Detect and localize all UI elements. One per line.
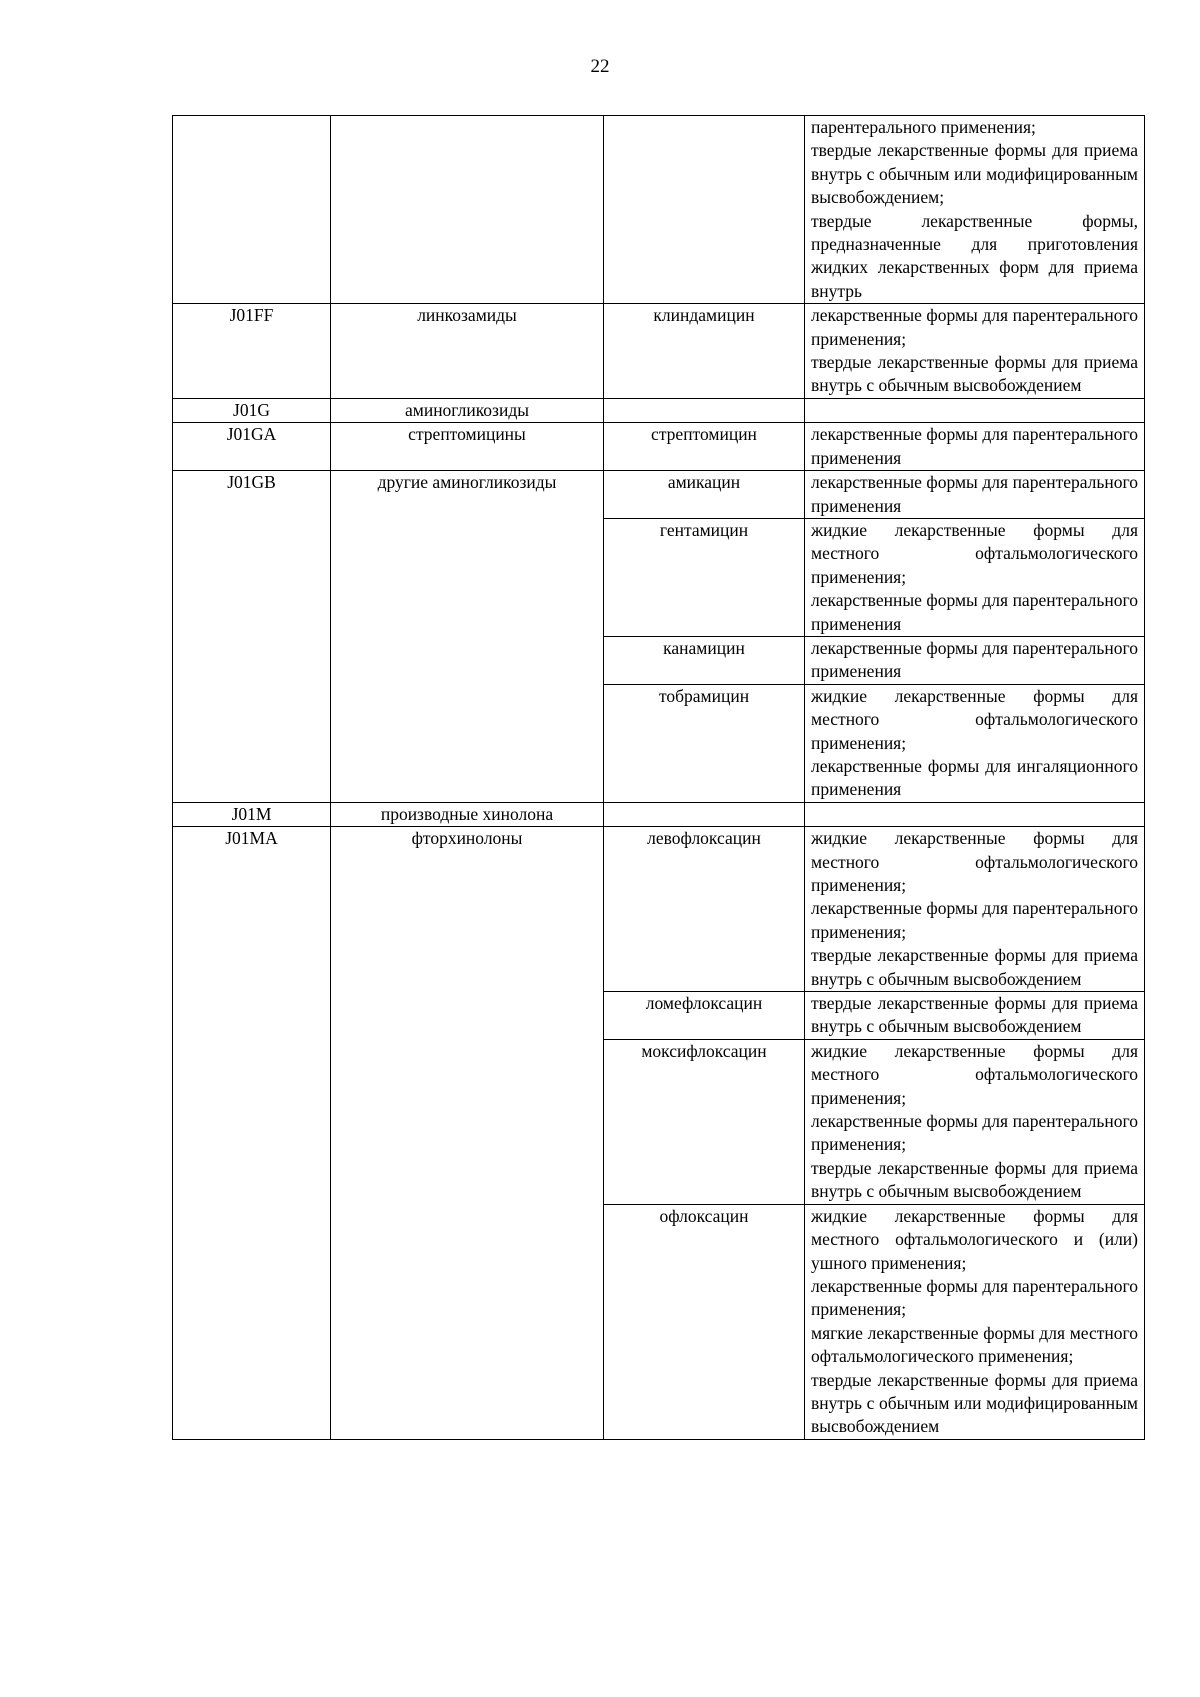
drug-name-cell xyxy=(604,802,805,826)
dosage-form-text: лекарственные формы для парентерального применения xyxy=(811,472,1138,516)
drug-name-cell: левофлоксацин xyxy=(604,827,805,992)
dosage-form-text: лекарственные формы для парентерального применения; xyxy=(811,1111,1138,1155)
drug-group-cell: линкозамиды xyxy=(331,304,604,399)
dosage-form-text: жидкие лекарственные формы для местного офтальмологического и (или) ушного применения; xyxy=(811,1205,1138,1273)
drug-name-cell: офлоксацин xyxy=(604,1204,805,1439)
dosage-form-text: лекарственные формы для парентерального применения; xyxy=(811,898,1138,942)
dosage-form-text: лекарственные формы для парентерального применения xyxy=(811,637,1138,682)
table-row xyxy=(173,304,1145,399)
drug-group-cell xyxy=(331,116,604,304)
dosage-forms-cell xyxy=(805,423,1145,471)
drug-group-cell: стрептомицины xyxy=(331,423,604,471)
dosage-form-text: жидкие лекарственные формы для местного офтальмологического применения; xyxy=(811,685,1138,753)
dosage-forms-cell xyxy=(805,802,1145,826)
dosage-form-text: жидкие лекарственные формы для местного офтальмологического применения; xyxy=(811,1040,1138,1108)
drug-group-cell: фторхинолоны xyxy=(331,827,604,1440)
drug-group-cell: аминогликозиды xyxy=(331,398,604,422)
dosage-form-text: лекарственные формы для парентерального применения; xyxy=(811,305,1138,349)
dosage-forms-cell xyxy=(805,518,1145,636)
dosage-form-text: жидкие лекарственные формы для местного офтальмологического применения; xyxy=(811,828,1138,895)
atc-code-cell: J01GB xyxy=(173,471,331,803)
dosage-form-text: жидкие лекарственные формы для местного офтальмологического применения; xyxy=(811,519,1138,587)
drug-name-cell: стрептомицин xyxy=(604,423,805,471)
dosage-form-text: лекарственные формы для парентерального применения xyxy=(811,590,1138,634)
dosage-form-text: твердые лекарственные формы для приема внутрь с обычным или модифицированным высвобождением xyxy=(811,1369,1138,1437)
dosage-form-text: лекарственные формы для парентерального применения; xyxy=(811,1275,1138,1320)
drug-name-cell: тобрамицин xyxy=(604,684,805,802)
dosage-forms-cell xyxy=(805,116,1145,304)
table-row xyxy=(173,398,1145,422)
table-row xyxy=(173,471,1145,519)
drug-name-cell: гентамицин xyxy=(604,518,805,636)
dosage-form-text: твердые лекарственные формы для приема внутрь с обычным высвобождением xyxy=(811,1157,1138,1202)
dosage-form-text: лекарственные формы для парентерального применения xyxy=(811,424,1138,468)
atc-code-cell: J01MA xyxy=(173,827,331,1440)
dosage-form-text: твердые лекарственные формы для приема внутрь с обычным высвобождением xyxy=(811,352,1138,396)
drug-name-cell: канамицин xyxy=(604,636,805,684)
dosage-form-text: твердые лекарственные формы, предназначенные для приготовления жидких лекарственных форм для приема внутрь xyxy=(811,210,1138,301)
dosage-forms-cell xyxy=(805,1039,1145,1204)
drug-name-cell: моксифлоксацин xyxy=(604,1039,805,1204)
atc-code-cell xyxy=(173,116,331,304)
drug-name-cell xyxy=(604,116,805,304)
dosage-forms-cell xyxy=(805,398,1145,422)
dosage-form-text: твердые лекарственные формы для приема внутрь с обычным высвобождением xyxy=(811,945,1138,989)
atc-code-cell: J01M xyxy=(173,802,331,826)
dosage-forms-cell xyxy=(805,992,1145,1040)
atc-code-cell: J01G xyxy=(173,398,331,422)
dosage-forms-cell xyxy=(805,1204,1145,1439)
dosage-form-text: мягкие лекарственные формы для местного офтальмологического применения; xyxy=(811,1322,1138,1367)
table-row xyxy=(173,827,1145,992)
table-row xyxy=(173,423,1145,471)
drug-group-cell: другие аминогликозиды xyxy=(331,471,604,803)
drug-group-cell: производные хинолона xyxy=(331,802,604,826)
dosage-forms-cell xyxy=(805,827,1145,992)
table-row xyxy=(173,116,1145,304)
drug-name-cell: амикацин xyxy=(604,471,805,519)
dosage-forms-cell xyxy=(805,636,1145,684)
drug-classification-table xyxy=(172,115,1145,1440)
drug-name-cell: клиндамицин xyxy=(604,304,805,399)
drug-name-cell xyxy=(604,398,805,422)
drug-name-cell: ломефлоксацин xyxy=(604,992,805,1040)
dosage-forms-cell xyxy=(805,471,1145,519)
dosage-form-text: твердые лекарственные формы для приема внутрь с обычным высвобождением xyxy=(811,993,1138,1037)
page-number: 22 xyxy=(590,56,610,77)
table-row xyxy=(173,802,1145,826)
dosage-forms-cell xyxy=(805,304,1145,399)
dosage-forms-cell xyxy=(805,684,1145,802)
dosage-form-text: твердые лекарственные формы для приема внутрь с обычным или модифицированным высвобождением; xyxy=(811,140,1138,208)
atc-code-cell: J01FF xyxy=(173,304,331,399)
dosage-form-text: лекарственные формы для ингаляционного применения xyxy=(811,755,1138,800)
dosage-form-text: парентерального применения; xyxy=(811,117,1036,137)
atc-code-cell: J01GA xyxy=(173,423,331,471)
